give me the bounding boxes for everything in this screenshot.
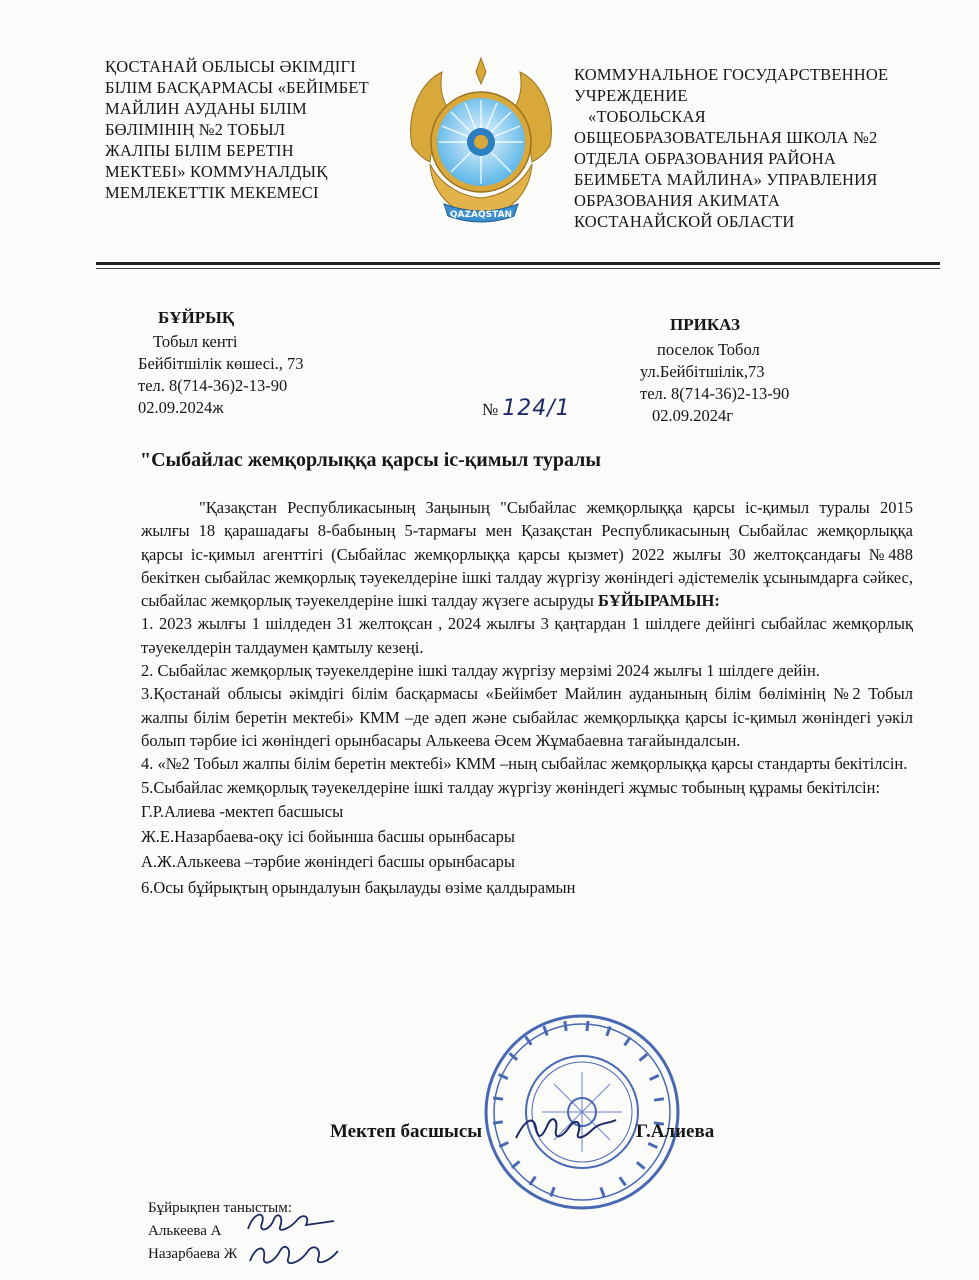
member-item: Г.Р.Алиева -мектеп басшысы [141, 801, 344, 821]
header-divider-thick [96, 262, 940, 265]
acknowledgement-title: Бұйрықпен таныстым: [148, 1200, 292, 1216]
intro-paragraph: "Қазақстан Республикасының Заңының "Сыбайлас жемқорлыққа қарсы іс-қимыл туралы 2015 жылғы 18 қарашадағы 8-бабының 5-тармағы мен Қазақстан Республикасының Сыбайлас жемқорлыққа қарсы іс-қимыл агенттігі (Сыбайлас жемқорлыққа қарсы қызмет) 2022 жылғы 30 желтоқсандағы №488 бекіткен сыбайлас жемқорлық тәуекелдеріне ішкі талдау жүргізу жөніндегі әдістемелік ұсынымдарға сәйкес, сыбайлас жемқорлық тәуекелдеріне ішкі талдау жүзеге асыруды БҰЙЫРАМЫН: [141, 498, 913, 611]
signature-role: Мектеп басшысы [330, 1121, 483, 1142]
acknowledgement-signatures-icon [244, 1205, 344, 1275]
list-item: 3.Қостанай облысы әкімдігі білім басқармасы «Бейімбет Майлин ауданының білім бөлімінің №2 Тобыл жалпы білім беретін мектебі» КММ –де әдеп және сыбайлас жемқорлыққа қарсы іс-қимыл жөніндегі уәкіл болып тәрбие ісі жөніндегі орынбасары Алькеева Әсем Жұмабаевна тағайындалсын. [141, 684, 913, 750]
address-russian: поселок Тобол ул.Бейбітшілік,73 тел. 8(714-36)2-13-90 02.09.2024г [640, 340, 790, 425]
order-title-russian: ПРИКАЗ [670, 315, 740, 334]
director-signature-icon [512, 1108, 622, 1148]
list-item: 6.Осы бұйрықтың орындалуын бақылауды өзіме қалдырамын [141, 877, 576, 897]
document-title: "Сыбайлас жемқорлыққа қарсы іс-қимыл туралы [140, 449, 601, 471]
header-divider-thin [96, 268, 940, 269]
emblem-ribbon-text: QAZAQSTAN [449, 210, 513, 220]
document-body [141, 496, 913, 899]
acknowledgement-name: Назарбаева Ж [148, 1246, 238, 1262]
header-org-kazakh: ҚОСТАНАЙ ОБЛЫСЫ ӘКІМДІГІ БІЛІМ БАСҚАРМАСЫ «БЕЙІМБЕТ МАЙЛИН АУДАНЫ БІЛІМ БӨЛІМІНІҢ №2 ТОБЫЛ ЖАЛПЫ БІЛІМ БЕРЕТІН МЕКТЕБІ» КОММУНАЛДЫҚ МЕМЛЕКЕТТІК МЕКЕМЕСІ [105, 57, 369, 202]
header-org-russian: КОММУНАЛЬНОЕ ГОСУДАРСТВЕННОЕ УЧРЕЖДЕНИЕ «ТОБОЛЬСКАЯ ОБЩЕОБРАЗОВАТЕЛЬНАЯ ШКОЛА №2 ОТДЕЛА ОБРАЗОВАНИЯ РАЙОНА БЕИМБЕТА МАЙЛИНА» УПРАВЛЕНИЯ ОБРАЗОВАНИЯ АКИМАТА КОСТАНАЙСКОЙ ОБЛАСТИ [574, 65, 889, 231]
list-item: 2. Сыбайлас жемқорлық тәуекелдеріне ішкі талдау жүргізу мерзімі 2024 жылғы 1 шілдеге дейін. [141, 661, 820, 681]
signature-name: Г.Алиева [636, 1121, 715, 1142]
order-number-handwritten: 124/1 [502, 396, 571, 421]
member-item: А.Ж.Алькеева –тәрбие жөніндегі басшы орынбасары [141, 852, 515, 872]
order-title-kazakh: БҰЙРЫҚ [158, 308, 235, 327]
list-item: 4. «№2 Тобыл жалпы білім беретін мектебі» КММ –ның сыбайлас жемқорлыққа қарсы стандарты бекітілсін. [141, 754, 908, 774]
list-item: 5.Сыбайлас жемқорлық тәуекелдеріне ішкі талдау жүргізу жөніндегі жұмыс тобының құрамы бекітілсін: [141, 777, 881, 797]
acknowledgement-name: Алькеева А [148, 1223, 222, 1239]
state-emblem-icon [402, 54, 560, 232]
member-item: Ж.Е.Назарбаева-оқу ісі бойынша басшы орынбасары [141, 827, 515, 847]
order-number: № 124/1 [482, 396, 571, 421]
list-item: 1. 2023 жылғы 1 шілдеден 31 желтоқсан , 2024 жылғы 3 қаңтардан 1 шілдеге дейінгі сыбайлас жемқорлық тәуекелдерін талдаумен қамтылу кезеңі. [141, 614, 913, 657]
address-kazakh: Тобыл кенті Бейбітшілік көшесі., 73 тел. 8(714-36)2-13-90 02.09.2024ж [138, 332, 304, 417]
